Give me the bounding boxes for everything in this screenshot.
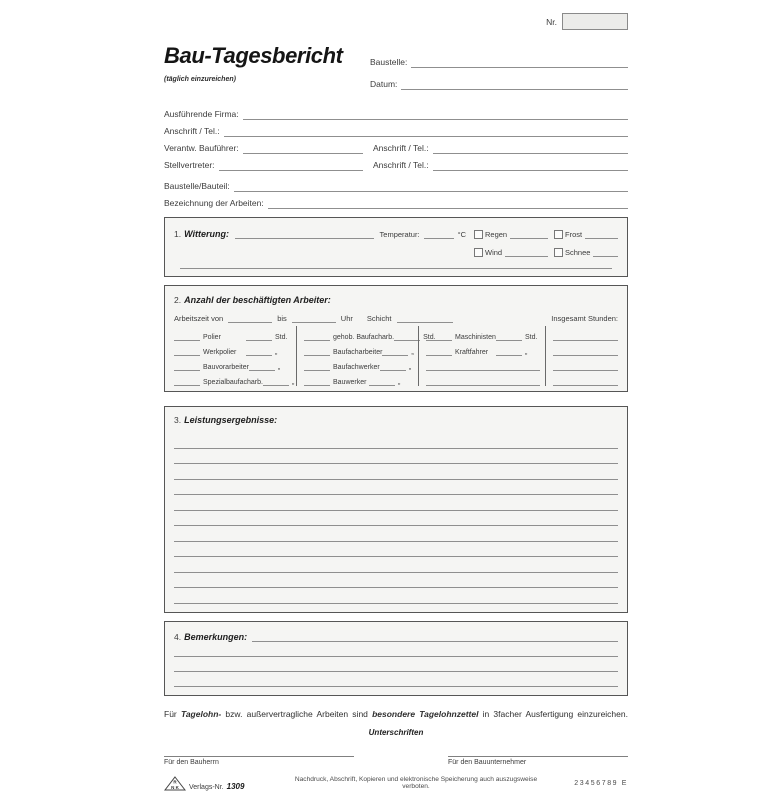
frost-checkbox[interactable] <box>554 230 563 239</box>
insgesamt-row <box>553 341 618 356</box>
unit-label: „ <box>411 349 414 356</box>
hours-input-line[interactable] <box>394 333 420 341</box>
temperatur-input-line[interactable] <box>424 230 454 239</box>
count-input-line[interactable] <box>426 333 452 341</box>
workers-col-2 <box>296 326 436 386</box>
svg-text:N K: N K <box>171 784 179 790</box>
ruled-input-line[interactable] <box>174 526 618 542</box>
bauherr-label: Für den Bauherrn <box>164 758 219 766</box>
bis-label: bis <box>277 314 287 323</box>
anschrift-row-1 <box>164 120 628 137</box>
temperatur-label: Temperatur: <box>379 230 420 239</box>
unit-label: Std. <box>525 334 538 341</box>
bauteil-label: Baustelle/Bauteil: <box>164 181 230 191</box>
header <box>164 43 628 90</box>
insgesamt-input-line[interactable] <box>553 333 618 341</box>
ruled-input-line[interactable] <box>174 511 618 527</box>
baufuehrer-label: Verantw. Bauführer: <box>164 143 239 153</box>
datum-input-line[interactable] <box>401 79 628 90</box>
worker-label: Baufacharbeiter <box>333 349 383 356</box>
worker-row <box>304 356 413 371</box>
ruled-input-line[interactable] <box>174 480 618 496</box>
firma-input-line[interactable] <box>243 109 628 120</box>
section-witterung <box>164 217 628 277</box>
hours-input-line[interactable] <box>380 363 406 371</box>
worker-label: Baufachwerker <box>333 364 380 371</box>
regen-input-line[interactable] <box>510 231 548 239</box>
imprint-row <box>164 776 628 791</box>
stellvertreter-input-line[interactable] <box>219 160 363 171</box>
worker-row <box>304 326 436 341</box>
arbeiten-label: Bezeichnung der Arbeiten: <box>164 198 264 208</box>
witterung-input-line[interactable] <box>235 230 374 239</box>
checkbox-group-schnee <box>554 248 618 257</box>
section4-title-row <box>174 628 618 642</box>
unit-label: „ <box>398 379 401 386</box>
bauteil-input-line[interactable] <box>234 181 628 192</box>
hours-input-line[interactable] <box>249 363 275 371</box>
checkbox-group-frost <box>554 230 618 239</box>
wind-label: Wind <box>485 248 503 257</box>
ruled-input-line[interactable] <box>174 433 618 449</box>
count-input-line[interactable] <box>304 378 330 386</box>
count-input-line[interactable] <box>174 333 200 341</box>
worker-row <box>174 371 295 386</box>
uhr-label: Uhr <box>340 314 353 323</box>
ruled-input-line[interactable] <box>174 642 618 657</box>
workers-col-insgesamt <box>545 326 618 386</box>
schicht-label: Schicht <box>366 314 392 323</box>
tagelohn-note <box>164 709 628 719</box>
worker-label: Maschinisten <box>455 334 496 341</box>
ruled-input-line[interactable] <box>174 672 618 687</box>
note-bold-tagelohn: Tagelohn- <box>180 708 222 719</box>
unit-label: „ <box>525 349 528 356</box>
baufuehrer-input-line[interactable] <box>243 143 363 154</box>
section3-title: Leistungsergebnisse: <box>184 415 278 425</box>
hours-input-line[interactable] <box>246 348 272 356</box>
anschrift-label-1: Anschrift / Tel.: <box>164 126 220 136</box>
schnee-checkbox[interactable] <box>554 248 563 257</box>
hours-input-line[interactable] <box>382 348 408 356</box>
datum-label: Datum: <box>370 79 398 89</box>
bauteil-row <box>164 175 628 192</box>
insgesamt-input-line[interactable] <box>553 348 618 356</box>
worker-row <box>174 356 290 371</box>
hours-input-line[interactable] <box>496 333 522 341</box>
worker-label: Bauwerker <box>333 379 367 386</box>
section4-number: 4. <box>174 631 182 642</box>
insgesamt-input-line[interactable] <box>553 363 618 371</box>
frost-label: Frost <box>565 230 583 239</box>
regen-checkbox[interactable] <box>474 230 483 239</box>
bauunternehmer-label: Für den Bauunternehmer <box>448 758 527 766</box>
ruled-input-line[interactable] <box>174 588 618 604</box>
section-leistungsergebnisse <box>164 406 628 613</box>
checkbox-group-regen <box>474 230 548 239</box>
anschrift-input-line-3[interactable] <box>433 160 628 171</box>
insgesamt-input-line[interactable] <box>553 378 618 386</box>
regen-label: Regen <box>485 230 508 239</box>
anschrift-label-2: Anschrift / Tel.: <box>373 143 429 153</box>
section4-title: Bemerkungen: <box>184 631 248 642</box>
unit-label: „ <box>408 364 412 371</box>
workers-col-1 <box>174 326 296 386</box>
bemerkungen-lines <box>174 642 618 687</box>
stellvertreter-label: Stellvertreter: <box>164 160 215 170</box>
witterung-row-1 <box>174 225 618 239</box>
wind-checkbox[interactable] <box>474 248 483 257</box>
section-arbeiter <box>164 285 628 392</box>
unit-label: Std. <box>423 334 436 341</box>
baufuehrer-row <box>164 137 628 154</box>
blank-worker-input-line[interactable] <box>426 378 540 386</box>
leistung-lines <box>174 433 618 604</box>
count-input-line[interactable] <box>426 348 452 356</box>
note-text: bzw. außervertragliche Arbeiten sind <box>221 708 373 719</box>
section3-number: 3. <box>174 415 182 425</box>
baustelle-label: Baustelle: <box>370 57 408 67</box>
arbeiten-input-line[interactable] <box>268 198 628 209</box>
worker-row <box>426 326 540 341</box>
wind-input-line[interactable] <box>505 249 548 257</box>
copyright-text: Nachdruck, Abschrift, Kopieren und elektronische Speicherung auch auszugsweise verboten. <box>294 776 538 790</box>
bemerkungen-input-line[interactable] <box>252 633 618 642</box>
header-fields <box>370 43 628 90</box>
insgesamt-row <box>553 356 618 371</box>
publisher-brand <box>164 776 294 791</box>
datum-row <box>370 68 628 90</box>
anschrift-input-line-1[interactable] <box>224 126 628 137</box>
schicht-input-line[interactable] <box>397 315 453 323</box>
baustelle-input-line[interactable] <box>411 57 628 68</box>
hours-input-line[interactable] <box>263 378 289 386</box>
hours-input-line[interactable] <box>496 348 522 356</box>
count-input-line[interactable] <box>174 378 200 386</box>
section2-title-row <box>174 293 618 305</box>
note-text: Für <box>164 708 181 719</box>
worker-row-blank <box>426 356 540 371</box>
hours-input-line[interactable] <box>369 378 395 386</box>
insgesamt-row <box>553 371 618 386</box>
von-input-line[interactable] <box>228 315 272 323</box>
schnee-label: Schnee <box>565 248 591 257</box>
worker-row <box>426 341 540 356</box>
page-subtitle: (täglich einzureichen) <box>164 76 236 83</box>
unit-label: „ <box>291 379 295 386</box>
note-bold-tagelohnzettel: besondere Tagelohnzettel <box>372 708 479 719</box>
hours-input-line[interactable] <box>246 333 272 341</box>
firma-row <box>164 103 628 120</box>
section1-title: Witterung: <box>184 229 230 239</box>
section1-number: 1. <box>174 229 182 239</box>
workers-col-3 <box>418 326 545 386</box>
worker-row-blank <box>426 371 540 386</box>
blank-worker-input-line[interactable] <box>426 363 540 371</box>
count-input-line[interactable] <box>304 348 330 356</box>
insgesamt-row <box>553 326 618 341</box>
worker-row <box>174 341 290 356</box>
witterung-row-2 <box>174 243 618 257</box>
anschrift-label-3: Anschrift / Tel.: <box>373 160 429 170</box>
count-input-line[interactable] <box>304 333 330 341</box>
worker-label: Kraftfahrer <box>455 349 489 356</box>
worker-row <box>304 371 413 386</box>
nr-label: Nr. <box>546 16 557 27</box>
header-title-block <box>164 43 370 90</box>
section-bemerkungen <box>164 621 628 696</box>
arbeiten-row <box>164 192 628 209</box>
ruled-input-line[interactable] <box>174 573 618 589</box>
fields-block <box>164 103 628 209</box>
firma-label: Ausführende Firma: <box>164 109 239 119</box>
nr-input-box[interactable] <box>562 13 628 30</box>
worker-label: Polier <box>203 334 221 341</box>
worker-label: Bauvorarbeiter <box>203 364 249 371</box>
ruled-input-line[interactable] <box>174 542 618 558</box>
section2-number: 2. <box>174 295 182 305</box>
arbeitszeit-row <box>174 310 618 323</box>
worker-label: gehob. Baufacharb. <box>333 334 395 341</box>
ruled-input-line[interactable] <box>174 557 618 573</box>
ruled-input-line[interactable] <box>174 495 618 511</box>
verlag-label: Verlags-Nr. <box>189 783 224 791</box>
print-code: 23456789 E <box>574 779 628 787</box>
publisher-triangle-logo <box>164 776 186 791</box>
workers-grid <box>174 326 618 386</box>
stellvertreter-row <box>164 154 628 171</box>
section2-title: Anzahl der beschäftigten Arbeiter: <box>184 295 331 305</box>
signature-bauunternehmer <box>448 756 628 766</box>
worker-label: Werkpolier <box>203 349 237 356</box>
section3-title-row <box>174 413 618 425</box>
unit-label: „ <box>275 349 278 356</box>
schnee-input-line[interactable] <box>593 249 618 257</box>
worker-label: Spezialbaufacharb. <box>203 379 263 386</box>
baustelle-row <box>370 46 628 68</box>
note-text: in 3facher Ausfertigung einzureichen. <box>478 708 628 719</box>
count-input-line[interactable] <box>174 348 200 356</box>
unterschriften-heading: Unterschriften <box>368 727 424 737</box>
witterung-extra-line[interactable] <box>180 257 612 269</box>
ruled-input-line[interactable] <box>174 657 618 672</box>
nr-row <box>164 12 628 31</box>
worker-row <box>304 341 413 356</box>
form-sheet <box>164 12 628 791</box>
ruled-input-line[interactable] <box>174 449 618 465</box>
unit-label: „ <box>277 364 281 371</box>
bis-input-line[interactable] <box>292 315 336 323</box>
count-input-line[interactable] <box>304 363 330 371</box>
checkbox-group-wind <box>474 248 548 257</box>
svg-text:R: R <box>173 779 177 784</box>
unit-label: Std. <box>275 334 288 341</box>
count-input-line[interactable] <box>174 363 200 371</box>
celsius-label: °C <box>457 230 466 239</box>
page-title: Bau-Tagesbericht <box>164 43 343 68</box>
insgesamt-stunden-label: Insgesamt Stunden: <box>551 314 618 323</box>
worker-row <box>174 326 290 341</box>
signature-bauherr <box>164 756 354 766</box>
arbeitszeit-von-label: Arbeitszeit von <box>174 314 224 323</box>
signature-row <box>164 756 628 766</box>
verlag-number: 1309 <box>226 781 245 791</box>
ruled-input-line[interactable] <box>174 464 618 480</box>
frost-input-line[interactable] <box>585 231 618 239</box>
anschrift-input-line-2[interactable] <box>433 143 628 154</box>
